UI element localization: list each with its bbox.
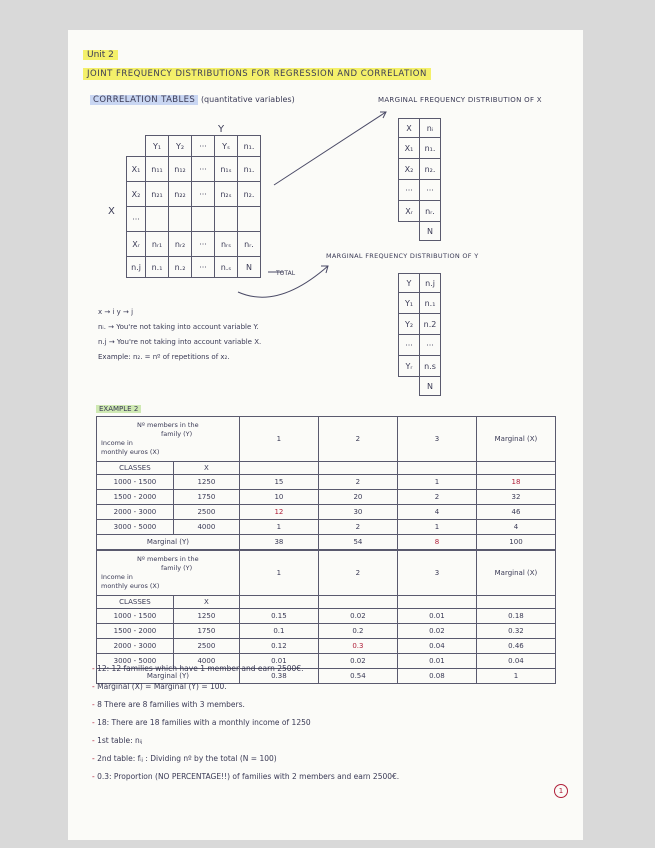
ex-class-cell: 2000 - 3000 <box>97 639 174 654</box>
ex-row <box>97 520 556 535</box>
total-label: TOTAL <box>276 270 296 277</box>
marg-x-total-cell: N <box>420 222 441 241</box>
bullet-text: 8 There are 8 families with 3 members. <box>97 700 245 709</box>
ex-x-cell: 4000 <box>173 520 239 535</box>
ex-value-cell: 20 <box>318 490 397 505</box>
corr-bottom-cell: ··· <box>192 257 215 278</box>
ex-marginal-label: Marginal (Y) <box>97 669 240 684</box>
corr-cell: n₁ₛ <box>215 157 238 182</box>
note-line: Example: n₂. = nº of repetitions of x₂. <box>98 353 230 361</box>
corr-cell: nᵣ₁ <box>146 232 169 257</box>
notes-block <box>98 305 261 365</box>
corr-header-cell: Y₂ <box>169 136 192 157</box>
ex-col-header: 1 <box>239 417 318 462</box>
ex-value-cell: 0.01 <box>397 609 476 624</box>
example-heading: EXAMPLE 2 <box>96 405 141 413</box>
page-title: JOINT FREQUENCY DISTRIBUTIONS FOR REGRESSION AND CORRELATION <box>83 68 431 80</box>
ex-value-cell: 0.01 <box>239 654 318 669</box>
corr-y-label: Y <box>218 124 225 135</box>
marg-y-cell: n.s <box>420 356 441 377</box>
ex-marginal-cell: 0.54 <box>318 669 397 684</box>
bullet-text: 12: 12 families which have 1 member and earn 2500€. <box>97 664 304 673</box>
marg-y-cell: Y₁ <box>399 293 420 314</box>
note-line: nᵢ. → You're not taking into account variable Y. <box>98 323 259 331</box>
ex-value-cell: 0.12 <box>239 639 318 654</box>
ex-marginal-cell: 100 <box>476 535 555 550</box>
marg-x-cell: n₂. <box>420 159 441 180</box>
ex-marginal-row <box>97 535 556 550</box>
ex-value-cell: 1 <box>397 520 476 535</box>
marg-y-row <box>399 335 441 356</box>
bullet-text: 18: There are 18 families with a monthly income of 1250 <box>97 718 311 727</box>
corr-header-cell: Y₁ <box>146 136 169 157</box>
ex-blank <box>318 462 397 475</box>
notebook-page <box>68 30 583 840</box>
ex-blank <box>318 596 397 609</box>
corr-cell: n₁₂ <box>169 157 192 182</box>
ex-value-cell: 12 <box>239 505 318 520</box>
marg-x-header-row <box>399 119 441 138</box>
ex-row <box>97 609 556 624</box>
ex-blank <box>397 462 476 475</box>
note-line: n.j → You're not taking into account variable X. <box>98 338 262 346</box>
ex-x-label: X <box>173 462 239 475</box>
corr-row-label: Xᵣ <box>127 232 146 257</box>
ex-marginal-label: Marginal (Y) <box>97 535 240 550</box>
ex-col-header: 3 <box>397 551 476 596</box>
ex-x-cell: 1750 <box>173 490 239 505</box>
ex-col-header: 2 <box>318 417 397 462</box>
ex-class-cell: 2000 - 3000 <box>97 505 174 520</box>
corr-cell: n₁₁ <box>146 157 169 182</box>
ex-class-cell: 1000 - 1500 <box>97 475 174 490</box>
corr-heading: CORRELATION TABLES <box>90 95 198 105</box>
corr-cell: ··· <box>192 182 215 207</box>
ex-col-header: Marginal (X) <box>476 551 555 596</box>
marg-x-blank <box>399 222 420 241</box>
corr-cell: n₂₁ <box>146 182 169 207</box>
ex-value-cell: 2 <box>318 520 397 535</box>
ex-col-header: 1 <box>239 551 318 596</box>
arrow-to-marg-x <box>274 112 386 185</box>
ex-value-cell: 0.32 <box>476 624 555 639</box>
ex-value-cell: 1 <box>239 520 318 535</box>
corr-header-cell: ··· <box>192 136 215 157</box>
corr-sub: (quantitative variables) <box>200 95 295 104</box>
ex-header-text: monthly euros (X) <box>101 582 160 590</box>
marg-y-cell: n.2 <box>420 314 441 335</box>
bullet-text: 2nd table: fᵢⱼ : Dividing nº by the total (N = 100) <box>97 754 277 763</box>
marg-y-cell: Y₂ <box>399 314 420 335</box>
ex-value-cell: 0.18 <box>476 609 555 624</box>
bullet-dash: - <box>92 736 98 745</box>
ex-value-cell: 0.2 <box>318 624 397 639</box>
bullet-text: 1st table: nᵢⱼ <box>97 736 143 745</box>
ex-col-header: 2 <box>318 551 397 596</box>
ex-class-cell: 3000 - 5000 <box>97 520 174 535</box>
ex-classes-row <box>97 462 556 475</box>
marg-y-row <box>399 314 441 335</box>
marg-y-total-row <box>399 377 441 396</box>
bullet-text: Marginal (X) = Marginal (Y) = 100. <box>97 682 227 691</box>
corr-bottom-cell: n.j <box>127 257 146 278</box>
ex-value-cell: 0.1 <box>239 624 318 639</box>
ex-value-cell: 18 <box>476 475 555 490</box>
marg-x-row <box>399 138 441 159</box>
corr-row-label: X₂ <box>127 182 146 207</box>
corr-row-label: X₁ <box>127 157 146 182</box>
corr-cell: n₂. <box>238 182 261 207</box>
ex-value-cell: 0.46 <box>476 639 555 654</box>
ex-value-cell: 0.15 <box>239 609 318 624</box>
bullet-item <box>92 750 399 768</box>
ex-x-cell: 2500 <box>173 505 239 520</box>
marg-x-title: MARGINAL FREQUENCY DISTRIBUTION OF X <box>378 96 542 104</box>
ex-marginal-cell: 0.38 <box>239 669 318 684</box>
marg-y-row <box>399 356 441 377</box>
ex-x-cell: 2500 <box>173 639 239 654</box>
marg-x-row <box>399 180 441 201</box>
ex-col-header: Marginal (X) <box>476 417 555 462</box>
corr-cell: ··· <box>192 157 215 182</box>
bullet-item <box>92 732 399 750</box>
corr-bottom-cell: n.₁ <box>146 257 169 278</box>
corr-bottom-cell: n.ₛ <box>215 257 238 278</box>
ex-header-text: Nº members in the <box>137 421 199 429</box>
page-number: 1 <box>554 784 568 798</box>
ex-marginal-cell: 1 <box>476 669 555 684</box>
ex-value-cell: 32 <box>476 490 555 505</box>
corr-row-label: ··· <box>127 207 146 232</box>
corr-cell: n₂ₛ <box>215 182 238 207</box>
ex-x-cell: 1250 <box>173 475 239 490</box>
marg-x-total-row <box>399 222 441 241</box>
ex-value-cell: 0.04 <box>476 654 555 669</box>
marg-y-cell: ··· <box>420 335 441 356</box>
bullet-item <box>92 768 399 786</box>
marg-y-cell: ··· <box>399 335 420 356</box>
bullet-dash: - <box>92 772 98 781</box>
bullet-text: 0.3: Proportion (NO PERCENTAGE!!) of families with 2 members and earn 2500€. <box>97 772 400 781</box>
bullet-dash: - <box>92 664 98 673</box>
bullet-item <box>92 660 399 678</box>
corr-header-cell: n₁. <box>238 136 261 157</box>
example-tables <box>96 416 556 684</box>
marg-x-cell: nᵣ. <box>420 201 441 222</box>
ex-x-label: X <box>173 596 239 609</box>
marg-y-header-row <box>399 274 441 293</box>
ex-blank <box>476 462 555 475</box>
ex-value-cell: 4 <box>397 505 476 520</box>
corr-cell: n₂₂ <box>169 182 192 207</box>
marg-x-header-cell: X <box>399 119 420 138</box>
ex-header-cell <box>97 551 240 596</box>
ex-row <box>97 490 556 505</box>
ex-value-cell: 0.02 <box>318 609 397 624</box>
corr-cell: nᵣ. <box>238 232 261 257</box>
ex-blank <box>476 596 555 609</box>
ex-value-cell: 0.04 <box>397 639 476 654</box>
ex-value-cell: 1 <box>397 475 476 490</box>
ex-col-header: 3 <box>397 417 476 462</box>
ex-marginal-cell: 0.08 <box>397 669 476 684</box>
ex-header-text: monthly euros (X) <box>101 448 160 456</box>
marginal-x-table <box>398 118 441 241</box>
marginal-y-table <box>398 273 441 396</box>
ex-header-text: Income in <box>101 439 133 447</box>
marg-x-cell: n₁. <box>420 138 441 159</box>
ex-marginal-cell: 8 <box>397 535 476 550</box>
marg-x-cell: ··· <box>399 180 420 201</box>
ex-x-cell: 1250 <box>173 609 239 624</box>
marg-x-cell: ··· <box>420 180 441 201</box>
ex-blank <box>239 596 318 609</box>
note-line: x → i y → j <box>98 308 134 316</box>
corr-bottom-cell: n.₂ <box>169 257 192 278</box>
ex-blank <box>397 596 476 609</box>
ex-value-cell: 0.3 <box>318 639 397 654</box>
ex-header-row <box>97 417 556 462</box>
bullet-item <box>92 678 399 696</box>
ex-row <box>97 624 556 639</box>
ex-header-text: family (Y) <box>161 564 193 572</box>
bullet-item <box>92 696 399 714</box>
marg-x-cell: X₂ <box>399 159 420 180</box>
unit-tag: Unit 2 <box>83 50 118 60</box>
ex-classes-row <box>97 596 556 609</box>
ex-header-text: Nº members in the <box>137 555 199 563</box>
arrow-to-marg-y <box>238 266 328 297</box>
marg-y-title: MARGINAL FREQUENCY DISTRIBUTION OF Y <box>326 252 479 260</box>
ex-header-cell <box>97 417 240 462</box>
ex-x-cell: 4000 <box>173 654 239 669</box>
ex-classes-label: CLASSES <box>97 596 174 609</box>
bullet-dash: - <box>92 754 98 763</box>
ex-value-cell: 2 <box>318 475 397 490</box>
ex-class-cell: 3000 - 5000 <box>97 654 174 669</box>
ex-class-cell: 1500 - 2000 <box>97 624 174 639</box>
ex-class-cell: 1500 - 2000 <box>97 490 174 505</box>
marg-y-blank <box>399 377 420 396</box>
ex-value-cell: 10 <box>239 490 318 505</box>
bullet-item <box>92 714 399 732</box>
ex-row <box>97 475 556 490</box>
corr-bottom-cell: N <box>238 257 261 278</box>
marg-x-header-cell: nᵢ <box>420 119 441 138</box>
marg-y-cell: Yᵣ <box>399 356 420 377</box>
example-table-1 <box>96 416 556 550</box>
ex-value-cell: 2 <box>397 490 476 505</box>
ex-row <box>97 639 556 654</box>
marg-y-header-cell: n.j <box>420 274 441 293</box>
bullet-dash: - <box>92 700 98 709</box>
ex-value-cell: 0.02 <box>318 654 397 669</box>
ex-value-cell: 0.02 <box>397 624 476 639</box>
ex-value-cell: 4 <box>476 520 555 535</box>
ex-marginal-cell: 38 <box>239 535 318 550</box>
ex-marginal-cell: 54 <box>318 535 397 550</box>
marg-y-cell: n.₁ <box>420 293 441 314</box>
corr-cell: nᵣₛ <box>215 232 238 257</box>
bullet-dash: - <box>92 682 98 691</box>
corr-cell: nᵣ₂ <box>169 232 192 257</box>
ex-value-cell: 30 <box>318 505 397 520</box>
ex-header-text: family (Y) <box>161 430 193 438</box>
marg-y-header-cell: Y <box>399 274 420 293</box>
ex-row <box>97 505 556 520</box>
bullet-dash: - <box>92 718 98 727</box>
marg-y-total-cell: N <box>420 377 441 396</box>
marg-x-cell: X₁ <box>399 138 420 159</box>
ex-value-cell: 46 <box>476 505 555 520</box>
bullet-list <box>92 660 399 786</box>
marg-y-row <box>399 293 441 314</box>
corr-cell: ··· <box>192 232 215 257</box>
marg-x-row <box>399 201 441 222</box>
corr-x-label: X <box>108 206 115 217</box>
ex-value-cell: 15 <box>239 475 318 490</box>
corr-cell: n₁. <box>238 157 261 182</box>
marg-x-cell: Xᵣ <box>399 201 420 222</box>
marg-x-row <box>399 159 441 180</box>
ex-classes-label: CLASSES <box>97 462 174 475</box>
ex-header-row <box>97 551 556 596</box>
ex-blank <box>239 462 318 475</box>
ex-x-cell: 1750 <box>173 624 239 639</box>
ex-value-cell: 0.01 <box>397 654 476 669</box>
corr-header-cell: Yₛ <box>215 136 238 157</box>
ex-header-text: Income in <box>101 573 133 581</box>
ex-class-cell: 1000 - 1500 <box>97 609 174 624</box>
